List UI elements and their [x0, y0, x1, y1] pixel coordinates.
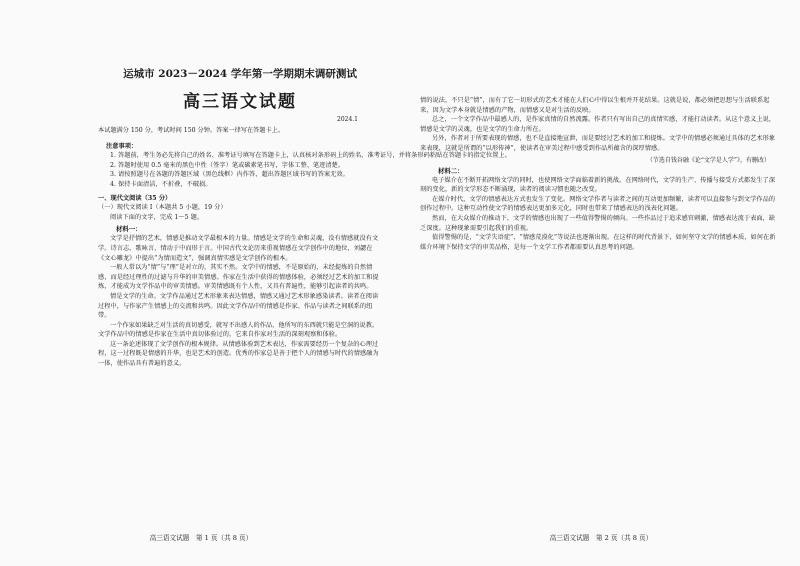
page-footer: 高三语文试题 第 1 页（共 8 页）	[149, 534, 253, 542]
source-citation: （节选自钱谷融《论“文学是人学”》，有删改）	[646, 156, 770, 164]
page-footer: 高三语文试题 第 2 页（共 8 页）	[549, 534, 653, 542]
notice-item: 4. 保持卡面清洁，不折叠，不破损。	[110, 180, 212, 188]
paragraph: 然而，在大众媒介的推动下，文学的情感也出现了一些值得警惕的倾向。一些作品过于追求感官刺激，情感表达流于表面，缺乏深度。这种现象需要引起我们的重视。	[420, 214, 776, 232]
paragraph: 这一条论述体现了文学创作的根本规律。从情感体验到艺术表达，作家需要经历一个复杂的心理过程，这一过程既是情感的升华，也是艺术的创造。优秀的作家总是善于把个人的情感与时代的情感融为一体，使作品具有普遍的意义。	[98, 340, 379, 368]
paragraph: 在媒介时代，文学的情感表达方式也发生了变化。网络文学作者与读者之间的互动更加频繁，读者可以直接参与到文学作品的创作过程中。这种互动性使文学的情感表达更加多元化，同时也带来了情感表达的浅表化问题。	[420, 195, 776, 213]
notice-heading: 注意事项：	[106, 142, 138, 150]
reading-instruction: 阅读下面的文字，完成 1～5 题。	[110, 213, 204, 221]
exam-page-2	[402, 0, 800, 566]
section-title: 一、现代文阅读（35 分）	[98, 194, 172, 202]
paragraph: 电子媒介在不断开拓网络文学的同时，也使网络文学面临着新的挑战。在网络时代，文学的生产、传播与接受方式都发生了深刻的变化，新的文学形态不断涌现，读者的阅读习惯也随之改变。	[420, 176, 776, 194]
paragraph: 总之，一个文学作品中最感人的，是作家真情的自然流露。作者只有写出自己的真情实感，才能打动读者。从这个意义上说，情感是文学的灵魂，也是文学的生命力所在。	[420, 116, 776, 133]
subsection-title: （一）现代文阅读 I（本题共 5 小题，19 分）	[98, 204, 227, 212]
exam-date: 2024.1	[337, 116, 358, 123]
paragraph: 一般人常以为“情”与“理”是对立的，其实不然。文学中的情感，不是原始的、未经提炼的自然情感，而是经过理性的过滤与升华的审美情感。作家在生活中获得的情感体验，必须经过艺术的加工和提炼，才能成为文学作品中的审美情感。审美情感既有个人性，又具有普遍性，能够引起读者的共鸣。	[98, 264, 379, 291]
notice-item: 3. 请按照题号在各题的答题区域（黑色线框）内作答，超出答题区域书写的答案无效。	[110, 171, 349, 179]
paragraph: 文学是抒情的艺术，情感是推动文学最根本的力量。情感是文学的生命和灵魂，没有情感就没有文学。诗言志，歌咏言，情动于中而形于言。中国古代文论历来重视情感在文学创作中的地位，刘勰在《文心雕龙》中提出“为情而造文”，强调真情实感是文学创作的根本。	[98, 235, 379, 262]
notice-item: 1. 答题前，考生务必先将自己的姓名、准考证号填写在答题卡上，认真核对条形码上的姓名、准考证号，并将条形码粘贴在答题卡的指定位置上。	[110, 152, 511, 160]
material-two-label: 材料二：	[438, 166, 464, 175]
exam-title: 运城市 2023－2024 学年第一学期期末调研测试	[123, 68, 357, 80]
paragraph: 值得警惕的是，“文学失语症”、“情感荒漠化”等说法也逐渐出现。在这样的时代背景下，如何坚守文学的情感本质，如何在新媒介环境下保持文学的审美品格，是每一个文学工作者都需要认真思考的问题。	[420, 234, 776, 251]
paragraph: 情是文学的生命。文学作品通过艺术形象来表达情感，情感又通过艺术形象感染读者。读者在阅读过程中，与作家产生情感上的交流和共鸣。因此文学作品中的情感是作家、作品与读者之间联系的纽带。	[98, 292, 379, 320]
material-one-label: 材料一：	[116, 225, 142, 234]
notice-item: 2. 答题时使用 0.5 毫米的黑色中性（签字）笔或碳素笔书写，字体工整、笔迹清楚。	[110, 161, 345, 169]
paragraph: 一个作家如果缺乏对生活的真切感受，就写不出感人的作品，他所写的东西就只能是空洞的说教。文学作品中的情感是作家在生活中真切体验过的，它来自作家对生活的深刻观察和体验。	[98, 321, 379, 339]
exam-intro: 本试题满分 150 分，考试时间 150 分钟。答案一律写在答题卡上。	[98, 127, 285, 134]
paragraph: 情的说法，不只是“情”，而有了它一切形式的艺术才能在人们心中得以生根并开花结果。这就是说，都必须把思想与生活联系起来，因为文学本身就是情感的产物，而情感又是对生活的反映。	[420, 97, 770, 114]
subject-title: 高三语文试题	[183, 92, 297, 112]
paragraph: 另外，作者对于所要表现的情感，也不是直接地宣泄，而是要经过艺术的加工和提炼。文学中的情感必须通过具体的艺术形象来表现，这就是所谓的“以形传神”，使读者在审美过程中感受到作品所蕴含的深厚情感。	[420, 135, 776, 152]
